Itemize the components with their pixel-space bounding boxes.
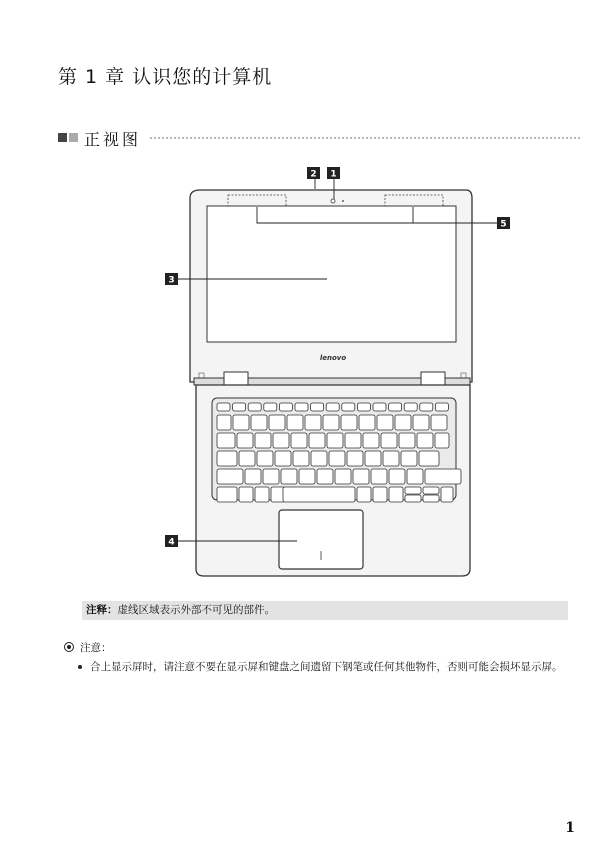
keyboard-key: [239, 487, 253, 502]
laptop-illustration: [0, 160, 613, 585]
keyboard-key: [425, 469, 461, 484]
keyboard-key: [283, 487, 355, 502]
keyboard-key: [435, 403, 448, 411]
keyboard-key: [291, 433, 307, 448]
keyboard-key: [353, 469, 369, 484]
keyboard-key: [395, 415, 411, 430]
keyboard-key: [309, 433, 325, 448]
keyboard-key: [311, 451, 327, 466]
keyboard-key: [357, 487, 371, 502]
keyboard-key: [293, 451, 309, 466]
keyboard-key: [407, 469, 423, 484]
keyboard-key: [405, 487, 421, 494]
chapter-title: 第 1 章 认识您的计算机: [58, 66, 273, 88]
keyboard-key: [431, 415, 447, 430]
keyboard-key: [341, 415, 357, 430]
keyboard-key: [335, 469, 351, 484]
keyboard-key: [373, 403, 386, 411]
keyboard-key: [255, 487, 269, 502]
note-box: [82, 601, 568, 620]
keyboard-key: [401, 451, 417, 466]
keyboard-key: [417, 433, 433, 448]
keyboard-key: [373, 487, 387, 502]
keyboard-key: [251, 415, 267, 430]
note-label: 注释：: [86, 604, 118, 616]
keyboard-key: [419, 451, 439, 466]
keyboard-key: [245, 469, 261, 484]
keyboard-key: [255, 433, 271, 448]
keyboard-key: [365, 451, 381, 466]
keyboard-key: [399, 433, 415, 448]
callout-2: 2: [310, 169, 317, 180]
keyboard-key: [295, 403, 308, 411]
keyboard-key: [279, 403, 292, 411]
keyboard-key: [305, 415, 321, 430]
keyboard-key: [217, 403, 230, 411]
section-rule: [150, 137, 580, 139]
keyboard-key: [389, 487, 403, 502]
note-text: 虚线区域表示外部不可见的部件。: [117, 604, 275, 616]
keyboard-key: [233, 415, 249, 430]
keyboard-key: [257, 451, 273, 466]
keyboard-key: [423, 487, 439, 494]
keyboard-key: [420, 403, 433, 411]
laptop-front-view-figure: [0, 160, 613, 585]
callout-4: 4: [168, 537, 175, 548]
keyboard-key: [217, 469, 243, 484]
keyboard-key: [239, 451, 255, 466]
keyboard-key: [217, 415, 231, 430]
keyboard-area: [212, 398, 456, 500]
keyboard-key: [371, 469, 387, 484]
keyboard-key: [404, 403, 417, 411]
keyboard-key: [383, 451, 399, 466]
keyboard-key: [217, 487, 237, 502]
keyboard-key: [217, 433, 235, 448]
section-square-light-icon: [69, 133, 78, 142]
caution-icon: [64, 642, 74, 652]
caution-block: [64, 640, 584, 675]
keyboard-key: [326, 403, 339, 411]
keyboard-key: [329, 451, 345, 466]
keyboard-key: [435, 433, 449, 448]
keyboard-key: [345, 433, 361, 448]
keyboard-key: [323, 415, 339, 430]
keyboard-key: [269, 415, 285, 430]
keyboard-key: [377, 415, 393, 430]
list-item: [64, 659, 570, 675]
keyboard-key: [423, 495, 439, 502]
keyboard-key: [347, 451, 363, 466]
keyboard-key: [405, 495, 421, 502]
keyboard-key: [327, 433, 343, 448]
caution-title: 注意：: [80, 642, 112, 654]
callout-1: 1: [330, 169, 337, 180]
keyboard-key: [248, 403, 261, 411]
keyboard-key: [233, 403, 246, 411]
page-number: 1: [565, 820, 575, 836]
keyboard-key: [363, 433, 379, 448]
display-screen: [207, 206, 456, 342]
keyboard-key: [273, 433, 289, 448]
caution-item-text: 合上显示屏时，请注意不要在显示屏和键盘之间遗留下钢笔或任何其他物件，否则可能会损坏显示屏。: [90, 661, 563, 673]
keyboard-key: [381, 433, 397, 448]
callout-3: 3: [168, 275, 175, 286]
keyboard-key: [217, 451, 237, 466]
keyboard-key: [275, 451, 291, 466]
keyboard-key: [281, 469, 297, 484]
callout-5: 5: [500, 219, 507, 230]
section-square-dark-icon: [58, 133, 67, 142]
keyboard-key: [264, 403, 277, 411]
keyboard-key: [287, 415, 303, 430]
keyboard-key: [237, 433, 253, 448]
section-title: 正视图: [84, 130, 142, 149]
keyboard-key: [342, 403, 355, 411]
brand-logo: lenovo: [319, 354, 347, 362]
keyboard-key: [359, 415, 375, 430]
keyboard-key: [311, 403, 324, 411]
keyboard-key: [389, 403, 402, 411]
bullet-icon: [78, 665, 82, 669]
keyboard-key: [413, 415, 429, 430]
section-header: [58, 128, 580, 148]
touchpad: [279, 510, 363, 569]
keyboard-key: [299, 469, 315, 484]
keyboard-key: [389, 469, 405, 484]
keyboard-key: [441, 487, 453, 502]
keyboard-key: [263, 469, 279, 484]
keyboard-key: [357, 403, 370, 411]
camera-light: [342, 200, 344, 202]
keyboard-key: [317, 469, 333, 484]
camera-lens: [331, 199, 335, 203]
